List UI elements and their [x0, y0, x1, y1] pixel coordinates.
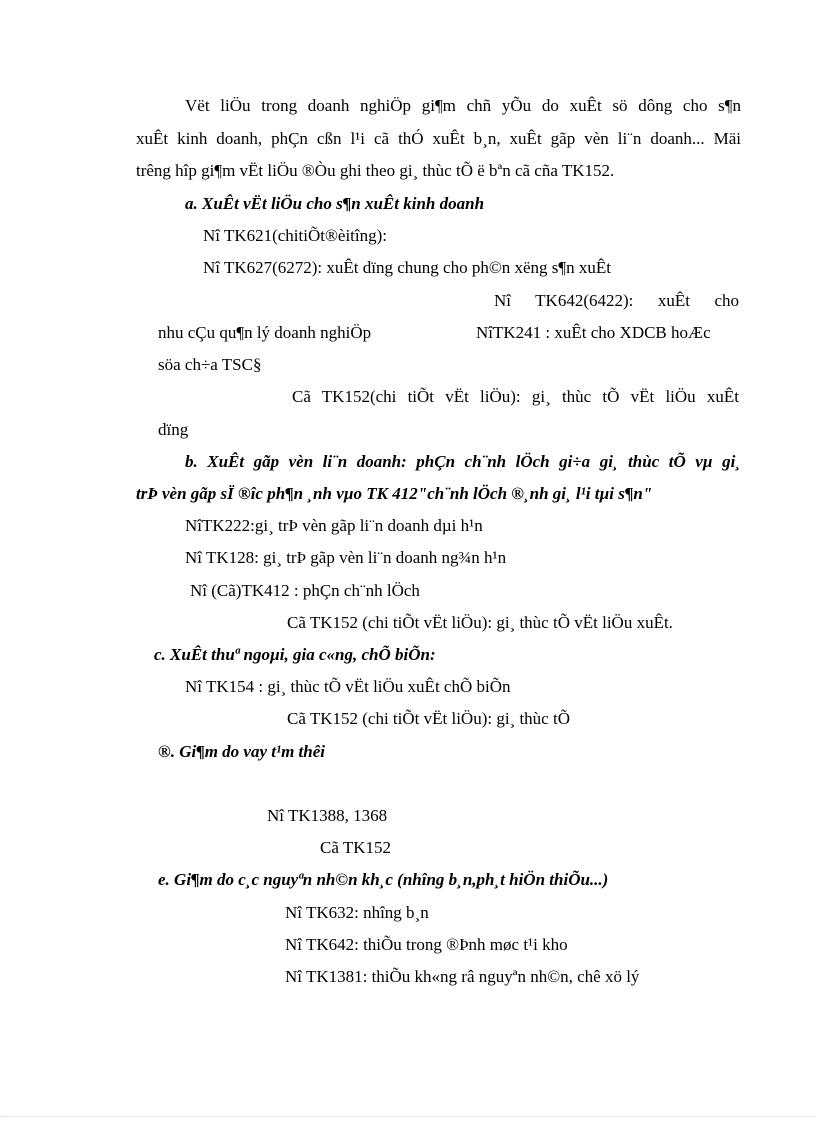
page-bottom-edge — [0, 1116, 816, 1117]
section-b-line-4: Cã TK152 (chi tiÕt vËt liÖu): gi¸ thùc tÕ vËt liÖu xuÊt. — [287, 613, 673, 632]
section-a-line-4: nhu cÇu qu¶n lý doanh nghiÖp — [158, 323, 372, 342]
section-a-line-3: Nî TK642(6422): xuÊt cho — [494, 291, 739, 310]
intro-line-1: Vët liÖu trong doanh nghiÖp gi¶m chñ yÕu do xuÊt sö dông cho s¶n — [185, 96, 741, 115]
section-e-line-1: Nî TK632: nhîng b¸n — [285, 903, 429, 922]
section-a-line-7: Cã TK152(chi tiÕt vËt liÖu): gi¸ thùc tÕ vËt liÖu xuÊt — [292, 387, 739, 406]
section-c-heading: c. XuÊt thuª ngoµi, gia c«ng, chÕ biÕn: — [154, 645, 436, 664]
section-a-line-1: Nî TK621(chitiÕt®èitîng): — [203, 226, 387, 245]
intro-line-2: xuÊt kinh doanh, phÇn cßn l¹i cã thÓ xuÊt b¸n, xuÊt gãp vèn li¨n doanh... Mäi — [136, 129, 741, 148]
section-a-line-5: NîTK241 : xuÊt cho XDCB hoÆc — [476, 323, 711, 342]
section-b-heading-line-1: b. XuÊt gãp vèn li¨n doanh: phÇn ch¨nh lÖch gi÷a gi¸ thùc tÕ vµ gi¸ — [185, 452, 741, 471]
intro-line-3: trêng hîp gi¶m vËt liÖu ®Òu ghi theo gi¸ thùc tÕ ë bªn cã cña TK152. — [136, 161, 615, 180]
section-e-line-3: Nî TK1381: thiÕu kh«ng râ nguyªn nh©n, chê xö lý — [285, 967, 640, 986]
section-a-line-8: dïng — [158, 420, 189, 439]
section-d-line-1: Nî TK1388, 1368 — [267, 806, 388, 825]
section-a-line-6: söa ch÷a TSC§ — [158, 355, 262, 374]
section-b-line-3: Nî (Cã)TK412 : phÇn ch¨nh lÖch — [190, 581, 420, 600]
section-d-heading: ®. Gi¶m do vay t¹m thêi — [158, 742, 326, 761]
section-e-line-2: Nî TK642: thiÕu trong ®Þnh møc t¹i kho — [285, 935, 568, 954]
section-e-heading: e. Gi¶m do c¸c nguyªn nh©n kh¸c (nhîng b¸n,ph¸t hiÖn thiÕu...) — [158, 870, 609, 889]
section-a-heading: a. XuÊt vËt liÖu cho s¶n xuÊt kinh doanh — [185, 194, 485, 213]
section-b-heading-line-2: trÞ vèn gãp sÏ ®îc ph¶n ¸nh vµo TK 412"ch¨nh lÖch ®¸nh gi¸ l¹i tµi s¶n" — [136, 484, 653, 503]
section-c-line-2: Cã TK152 (chi tiÕt vËt liÖu): gi¸ thùc tÕ — [287, 709, 570, 728]
section-b-line-1: NîTK222:gi¸ trÞ vèn gãp li¨n doanh dµi h¹n — [185, 516, 483, 535]
section-d-line-2: Cã TK152 — [320, 838, 391, 857]
section-a-line-2: Nî TK627(6272): xuÊt dïng chung cho ph©n xëng s¶n xuÊt — [203, 258, 611, 277]
section-b-line-2: Nî TK128: gi¸ trÞ gãp vèn li¨n doanh ng¾n h¹n — [185, 548, 507, 567]
section-c-line-1: Nî TK154 : gi¸ thùc tÕ vËt liÖu xuÊt chÕ biÕn — [185, 677, 511, 696]
